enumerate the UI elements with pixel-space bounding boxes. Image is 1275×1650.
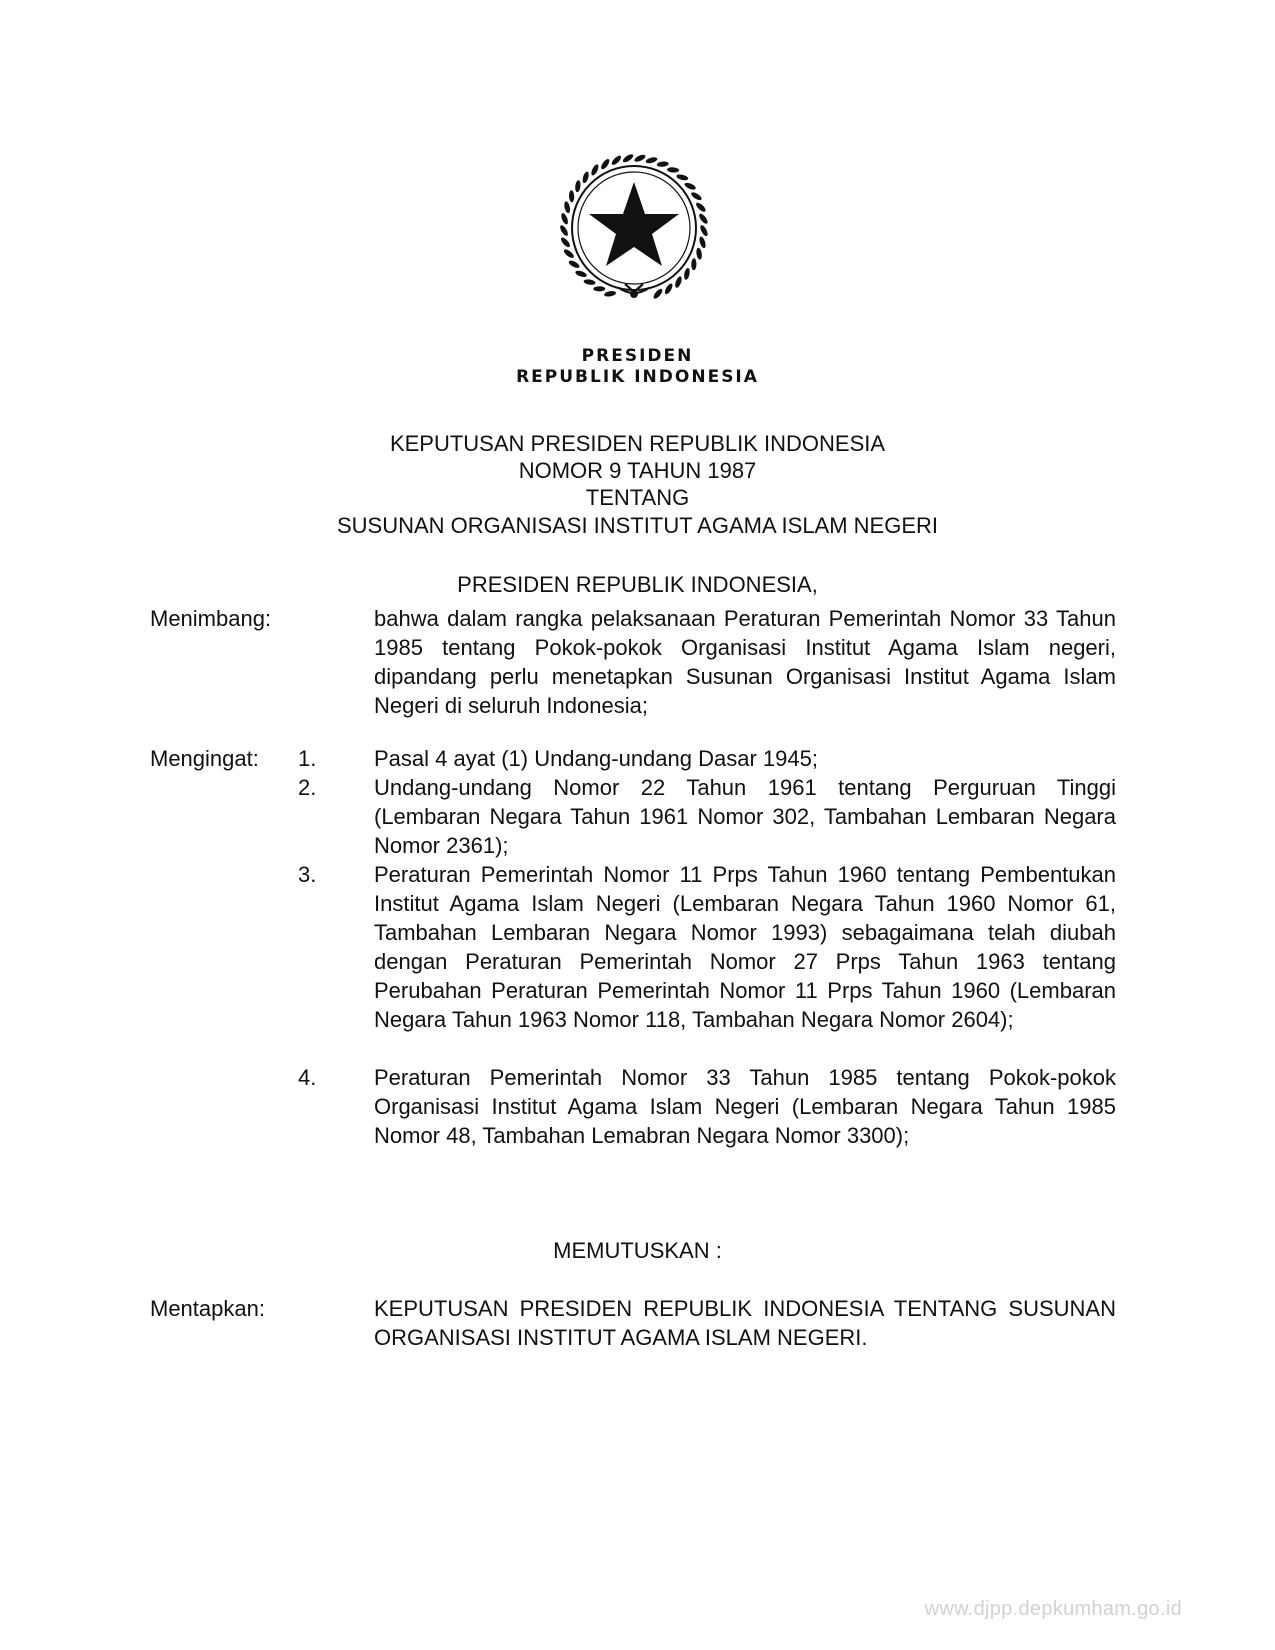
emblem-caption-president: PRESIDEN: [581, 346, 694, 366]
emblem-caption-republic: REPUBLIK INDONESIA: [516, 367, 759, 387]
memutuskan-heading: MEMUTUSKAN :: [553, 1238, 722, 1263]
mengingat-item-text: Pasal 4 ayat (1) Undang-undang Dasar 1945;: [374, 746, 818, 771]
document-title-tentang: TENTANG: [585, 485, 690, 510]
mengingat-item-number: 2.: [298, 775, 317, 800]
mengingat-item-number: 4.: [298, 1065, 317, 1090]
source-watermark: www.djpp.depkumham.go.id: [924, 1598, 1182, 1620]
mengingat-item-number: 3.: [298, 862, 317, 887]
mengingat-item-text: Peraturan Pemerintah Nomor 11 Prps Tahun 1960 tentang Pembentukan Institut Agama Islam Negeri (Lembaran Negara Tahun 1960 Nomor 61, Tambahan Lembaran Negara Nomor 1993) sebagaimana telah diubah dengan Peraturan Pemerintah Nomor 27 Prps Tahun 1963 tentang Perubahan Peraturan Pemerintah Nomor 11 Prps Tahun 1960 (Lembaran Negara Tahun 1963 Nomor 118, Tambahan Negara Nomor 2604);: [374, 862, 1116, 1032]
mengingat-item-number: 1.: [298, 746, 317, 771]
garuda-star-wreath-emblem-icon: [549, 148, 719, 318]
mengingat-label: Mengingat:: [150, 746, 259, 771]
mengingat-item-text: Peraturan Pemerintah Nomor 33 Tahun 1985 tentang Pokok-pokok Organisasi Institut Agama Islam Negeri (Lembaran Negara Tahun 1985 Nomor 48, Tambahan Lemabran Negara Nomor 3300);: [374, 1065, 1116, 1148]
president-line: PRESIDEN REPUBLIK INDONESIA,: [457, 572, 818, 597]
mengingat-item-text: Undang-undang Nomor 22 Tahun 1961 tentang Perguruan Tinggi (Lembaran Negara Tahun 1961 Nomor 302, Tambahan Lembaran Negara Nomor 2361);: [374, 775, 1116, 858]
mentapkan-text: KEPUTUSAN PRESIDEN REPUBLIK INDONESIA TENTANG SUSUNAN ORGANISASI INSTITUT AGAMA ISLAM NEGERI.: [374, 1296, 1116, 1350]
menimbang-text: bahwa dalam rangka pelaksanaan Peraturan Pemerintah Nomor 33 Tahun 1985 tentang Pokok-pokok Organisasi Institut Agama Islam negeri, dipandang perlu menetapkan Susunan Organisasi Institut Agama Islam Negeri di seluruh Indonesia;: [374, 606, 1116, 718]
mentapkan-label: Mentapkan:: [150, 1296, 265, 1321]
document-title-line1: KEPUTUSAN PRESIDEN REPUBLIK INDONESIA: [389, 431, 886, 456]
document-subject: SUSUNAN ORGANISASI INSTITUT AGAMA ISLAM NEGERI: [336, 513, 939, 538]
document-number: NOMOR 9 TAHUN 1987: [518, 458, 757, 483]
menimbang-label: Menimbang:: [150, 606, 272, 631]
